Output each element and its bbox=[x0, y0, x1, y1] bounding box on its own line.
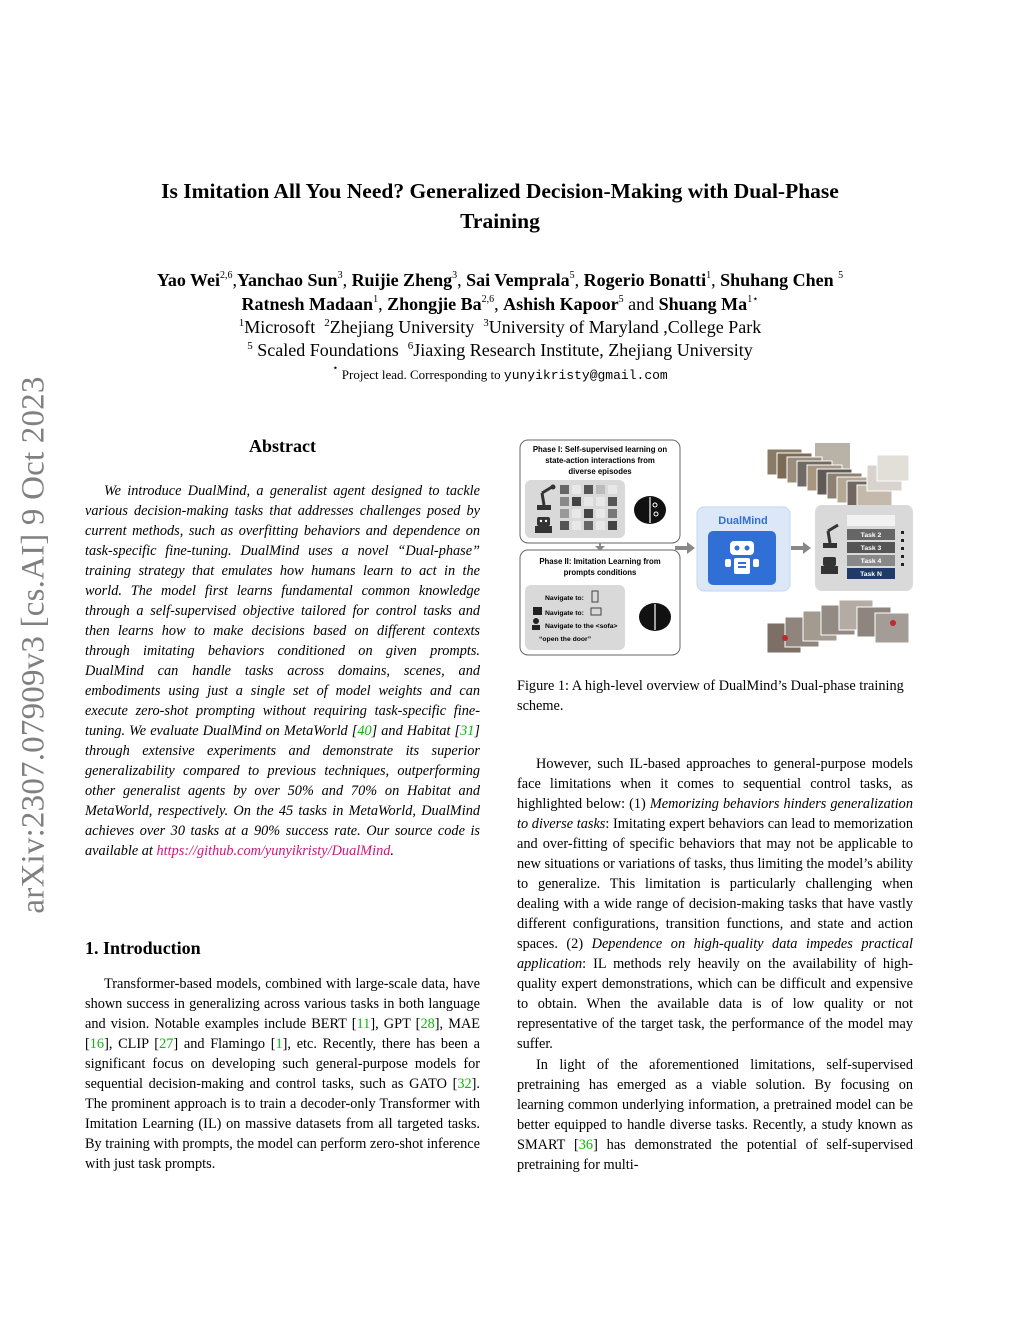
citation-link[interactable]: 40 bbox=[357, 723, 372, 739]
phase1-title-1: Phase I: Self-supervised learning on bbox=[532, 445, 668, 454]
token-cell bbox=[572, 485, 581, 494]
author-line-2: Ratnesh Madaan$^1$, Zhongjie Ba$^{2,6}$, Ashish Kapoor$^5$ and Shuang $Ma^{1⋆}$ bbox=[241, 294, 759, 314]
token-cell bbox=[608, 497, 617, 506]
token-cell bbox=[608, 521, 617, 530]
person-icon bbox=[533, 618, 539, 624]
para-text: : Imitating expert behaviors can lead to memorization and over-fitting of specific behaviors that may not be applicable to new situations or variations of tasks, thus limiting the model’s ability to generalize. This limitation is particularly challenging when dealing with a wide range of decision-making tasks that have vastly different configurations, transition functions, and state and action spaces. (2) bbox=[517, 816, 913, 952]
author-block bbox=[90, 268, 910, 387]
affil-num: 1 bbox=[238, 317, 245, 329]
token-cell bbox=[584, 485, 593, 494]
affil-num: 5 bbox=[247, 340, 253, 352]
affil-num: 3 bbox=[483, 317, 489, 329]
para-text: : IL methods rely heavily on the availability of high-quality expert demonstrations, which can be difficult and expensive to obtain. When the available data is of low quality or not representative of the target task, the performance of the model may suffer. bbox=[517, 956, 913, 1052]
author-sup: 3 bbox=[337, 270, 343, 281]
affil-name: Jiaxing Research Institute, Zhejiang University bbox=[413, 340, 753, 360]
phase2-title-1: Phase II: Imitation Learning from bbox=[539, 557, 661, 566]
task-1-placeholder bbox=[847, 515, 895, 526]
affil-num: 2 bbox=[324, 317, 330, 329]
task-label: Task N bbox=[860, 571, 882, 578]
corr-email[interactable]: yunyikristy@gmail.com bbox=[503, 368, 668, 383]
citation-link[interactable]: 36 bbox=[578, 1137, 594, 1153]
author-sup: 1 bbox=[373, 294, 379, 305]
token-cell bbox=[608, 509, 617, 518]
affil-name: University of Maryland ,College Park bbox=[488, 317, 762, 337]
and-word: and bbox=[628, 294, 655, 314]
phase1-title-3: diverse episodes bbox=[568, 467, 632, 476]
affil-name: Zhejiang University bbox=[329, 317, 475, 337]
abstract-text: We introduce DualMind, a generalist agent designed to tackle various decision-making tasks that addresses challenges posed by current methods, such as overfitting behaviors and dependence on task-specific fine-tuning. DualMind uses a novel “Dual-phase” training strategy that emulates how humans learn to act in the world. The model first learns fundamental common knowledge through a self-supervised objective tailored for control tasks and then learns how to make decisions based on different contexts through imitating behaviors conditioned on given prompts. DualMind can handle tasks across domains, scenes, and embodiments using just a single set of model weights and can execute zero-shot prompting without requiring task-specific fine-tuning. We evaluate DualMind on MetaWorld [ bbox=[85, 483, 480, 739]
title-line-2: Training bbox=[460, 209, 540, 233]
phase2-title-2: prompts conditions bbox=[563, 568, 637, 577]
author-name: Sai Vemprala bbox=[466, 270, 570, 290]
token-cell bbox=[596, 509, 605, 518]
token-cell bbox=[572, 521, 581, 530]
task-label: Task 4 bbox=[860, 558, 882, 565]
phase1-title-2: state-action interactions from bbox=[545, 456, 655, 465]
figure-1-diagram bbox=[515, 435, 917, 660]
author-name: Zhongjie Ba bbox=[387, 294, 482, 314]
author-name: Ashish Kapoor bbox=[503, 294, 619, 314]
abstract-text: . bbox=[390, 843, 394, 859]
habitat-scene-images bbox=[767, 443, 909, 511]
author-name: Shuhang Chen bbox=[720, 270, 834, 290]
person-icon-body bbox=[532, 625, 540, 630]
arxiv-id-text: arXiv:2307.07909v3 [cs.AI] 9 Oct 2023 bbox=[15, 376, 52, 914]
paragraph bbox=[517, 754, 913, 1054]
abstract-heading: Abstract bbox=[249, 436, 316, 456]
para-italic: Memorizing behaviors hinders generalization to diverse tasks bbox=[517, 796, 913, 832]
corr-star: ⋆ bbox=[332, 363, 339, 374]
intro-text: Transformer-based models, combined with large-scale data, have shown success in generalizing across various tasks in both language and vision. Notable examples include BERT [ bbox=[85, 976, 480, 1032]
intro-text: ]. The prominent approach is to train a decoder-only Transformer with Imitation Learning (IL) on massive datasets from all targeted tasks. By training with prompts, the model can perform zero-shot inference with just task prompts. bbox=[85, 1076, 480, 1172]
introduction-heading: 1. Introduction bbox=[85, 938, 201, 958]
token-cell bbox=[596, 521, 605, 530]
corr-text: Project lead. Corresponding to bbox=[341, 367, 501, 382]
citation-link[interactable]: 27 bbox=[159, 1036, 174, 1052]
paper-title bbox=[90, 176, 910, 236]
author-name: Shuang Ma bbox=[658, 294, 748, 314]
token-cell bbox=[596, 485, 605, 494]
citation-link[interactable]: 32 bbox=[457, 1076, 472, 1092]
affil-name: Scaled Foundations bbox=[257, 340, 399, 360]
citation-link[interactable]: 11 bbox=[356, 1016, 371, 1032]
title-line-1: Is Imitation All You Need? Generalized Decision-Making with Dual-Phase bbox=[161, 179, 839, 203]
to-dualmind-arrow-head bbox=[687, 542, 695, 554]
token-cell bbox=[584, 521, 593, 530]
author-name: Ratnesh Madaan bbox=[241, 294, 374, 314]
task-label: Task 3 bbox=[860, 545, 882, 552]
dualmind-label: DualMind bbox=[718, 515, 768, 527]
citation-link[interactable]: 28 bbox=[420, 1016, 435, 1032]
author-sup: 1⋆ bbox=[747, 294, 759, 305]
token-cell bbox=[560, 521, 569, 530]
arxiv-identifier bbox=[8, 360, 60, 930]
author-sup: 3 bbox=[452, 270, 458, 281]
author-name: Ruijie Zheng bbox=[351, 270, 453, 290]
nav-prompt-1: Navigate to: bbox=[545, 595, 584, 602]
robot-icon bbox=[535, 517, 552, 533]
token-cell bbox=[560, 497, 569, 506]
right-column-text bbox=[517, 754, 913, 1175]
affiliation-line-2 bbox=[90, 339, 910, 362]
citation-link[interactable]: 16 bbox=[89, 1036, 105, 1052]
token-cell bbox=[560, 509, 569, 518]
para-text: However, such IL-based approaches to general-purpose models face limitations when it comes to sequential control tasks, as highlighted below: (1) bbox=[517, 756, 913, 812]
task-label: Task 2 bbox=[860, 532, 882, 539]
intro-text: ] and Flamingo [ bbox=[173, 1036, 276, 1052]
image-prompt-icon bbox=[533, 607, 542, 615]
author-sup: 5 bbox=[838, 270, 844, 281]
nav-prompt-2: Navigate to: bbox=[545, 610, 584, 617]
author-sup: 5 bbox=[618, 294, 624, 305]
intro-text: ], GPT [ bbox=[370, 1016, 421, 1032]
para-italic: Dependence on high-quality data impedes practical application bbox=[517, 936, 913, 972]
token-cell bbox=[560, 485, 569, 494]
citation-link[interactable]: 31 bbox=[460, 723, 475, 739]
affil-num: 6 bbox=[407, 340, 414, 352]
author-sup: 2,6 bbox=[481, 294, 495, 305]
nav-prompt-3: Navigate to the <sofa> bbox=[545, 623, 618, 630]
affiliation-line-1 bbox=[90, 316, 910, 339]
author-sup: 1 bbox=[706, 270, 712, 281]
token-cell bbox=[584, 509, 593, 518]
figure-1-caption: Figure 1: A high-level overview of DualMind’s Dual-phase training scheme. bbox=[517, 678, 904, 714]
author-sup: 2,6 bbox=[220, 270, 233, 281]
author-name: Yao Wei bbox=[156, 270, 221, 290]
brain-icon bbox=[634, 496, 666, 524]
abstract-body bbox=[85, 481, 480, 861]
author-name: Rogerio Bonatti bbox=[583, 270, 707, 290]
para-text: In light of the aforementioned limitations, self-supervised pretraining has emerged as a viable solution. By focusing on learning common underlying information, a pretrained model can be better equipped to handle diverse tasks. Recently, a study known as SMART [ bbox=[517, 1057, 913, 1153]
token-cell bbox=[572, 497, 581, 506]
para-text: ] has demonstrated the potential of self-supervised pretraining for multi- bbox=[517, 1137, 913, 1173]
citation-link[interactable]: 1 bbox=[275, 1036, 283, 1052]
intro-text: ], etc. Recently, there has been a significant focus on developing such general-purpose models for sequential decision-making and control tasks, such as GATO [ bbox=[85, 1036, 480, 1092]
intro-text: ], MAE [ bbox=[85, 1016, 480, 1052]
token-cell bbox=[584, 497, 593, 506]
abstract-text: ] through extensive experiments and demonstrate its superior generalizability compared to previous techniques, outperforming other generalist agents by over 50% and 70% on Habitat and MetaWorld, respectively. On the 45 tasks in MetaWorld, DualMind achieves over 30 tasks at a 90% success rate. Our source code is available at bbox=[85, 723, 480, 859]
author-line-1: Yao Wei$^{2,6}$,Yanchao Sun$^3$, Ruijie Zheng$^3$, Sai Vemprala$^5$, Rogerio Bonatti$^1$, Shuhang Chen $^5$ bbox=[156, 270, 844, 290]
paragraph bbox=[517, 1055, 913, 1175]
author-sup: 5 bbox=[569, 270, 575, 281]
metaworld-scene-images bbox=[767, 600, 909, 653]
token-cell bbox=[608, 485, 617, 494]
token-cell bbox=[572, 509, 581, 518]
token-cell bbox=[596, 497, 605, 506]
intro-text: ], CLIP [ bbox=[104, 1036, 160, 1052]
nav-prompt-4: “open the door” bbox=[539, 636, 592, 643]
introduction-body bbox=[85, 974, 480, 1174]
abstract-text: ] and Habitat [ bbox=[371, 723, 461, 739]
author-name: Yanchao Sun bbox=[237, 270, 338, 290]
affil-name: Microsoft bbox=[244, 317, 316, 337]
source-code-link[interactable]: https://github.com/yunyikristy/DualMind bbox=[156, 843, 391, 859]
corresponding-note bbox=[90, 364, 910, 387]
to-tasks-arrow-head bbox=[803, 542, 811, 554]
